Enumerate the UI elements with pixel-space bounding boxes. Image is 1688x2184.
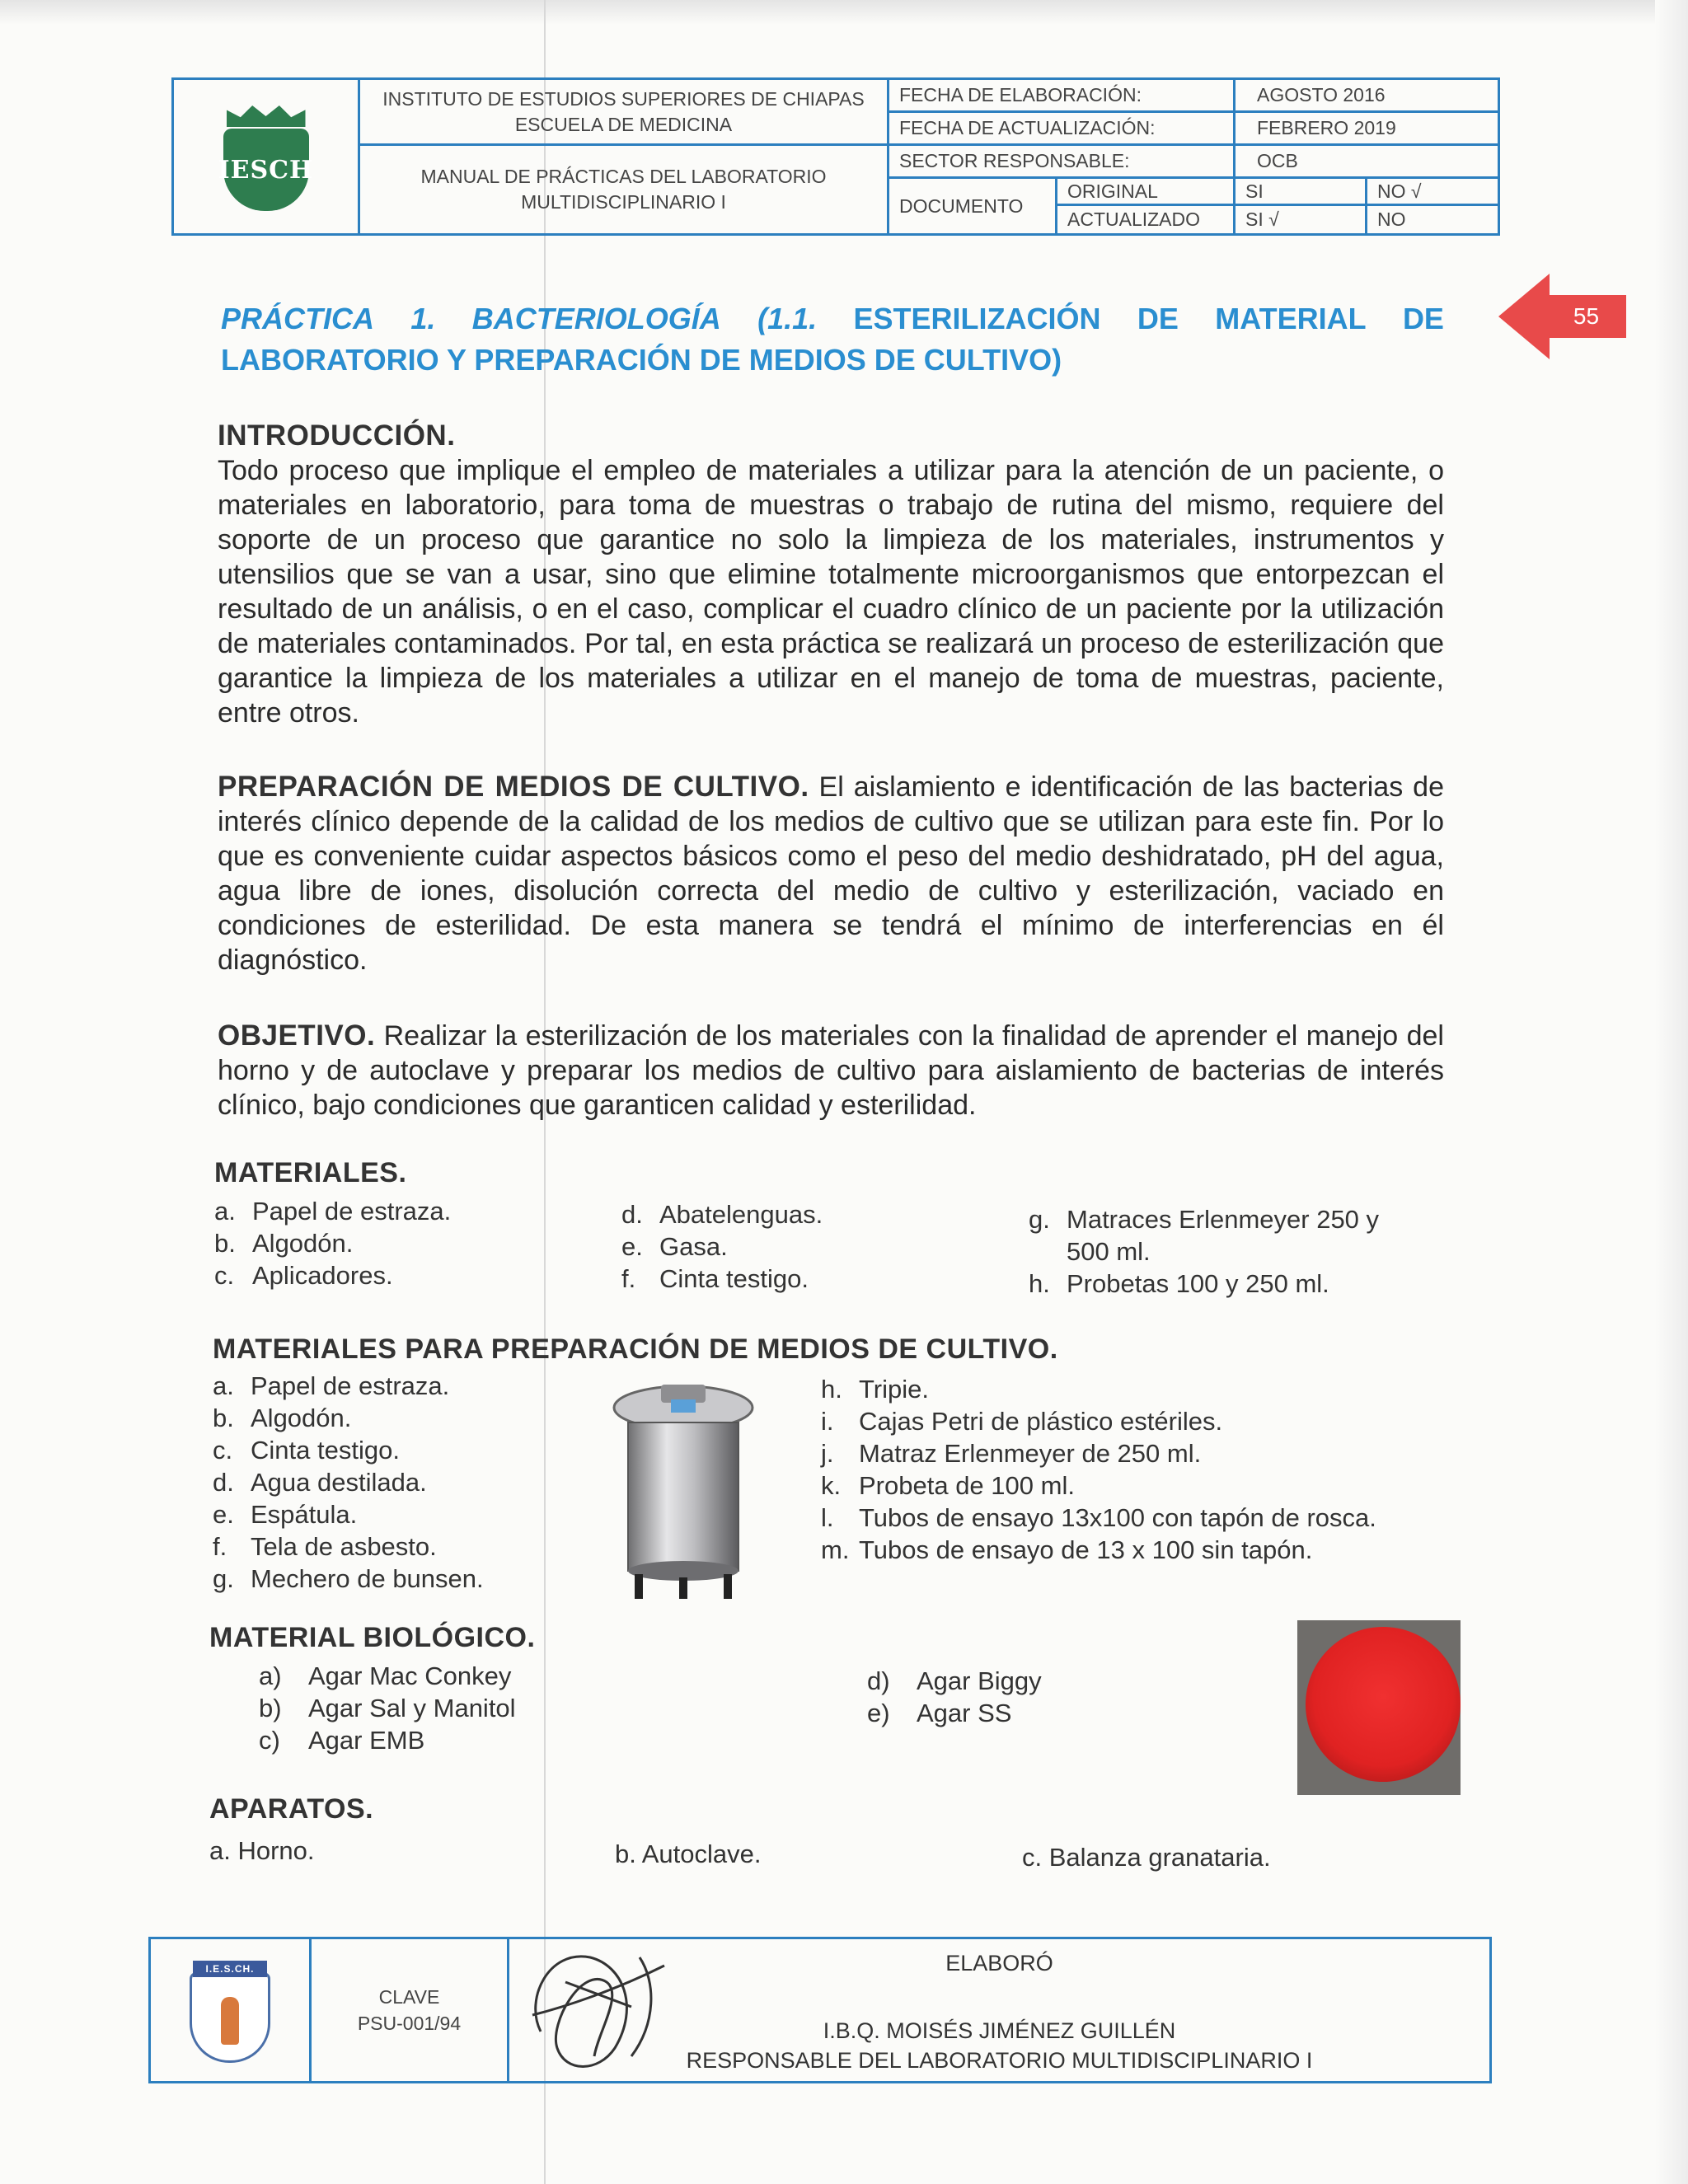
responsable-name: I.B.Q. MOISÉS JIMÉNEZ GUILLÉN — [823, 2018, 1176, 2043]
list-item-text: Gasa. — [659, 1232, 728, 1261]
list-marker: d. — [621, 1200, 643, 1229]
aparato-autoclave: b. Autoclave. — [615, 1840, 762, 1868]
original-label: ORIGINAL — [1057, 179, 1236, 206]
list-marker: g. — [1029, 1205, 1050, 1234]
seal-band: I.E.S.CH. — [193, 1961, 267, 1977]
footer-seal-cell — [151, 1939, 312, 2081]
materiales-medios-list-2 — [821, 1373, 1376, 1566]
manual-cell — [360, 146, 889, 233]
list-item-text: Cajas Petri de plástico estériles. — [859, 1407, 1223, 1436]
list-item-text: Agar EMB — [308, 1726, 425, 1755]
iesch-logo — [209, 99, 324, 214]
title-line2: LABORATORIO Y PREPARACIÓN DE MEDIOS DE CULTIVO) — [221, 343, 1062, 377]
list-marker: b. — [214, 1229, 236, 1258]
sector-value: OCB — [1236, 146, 1498, 179]
list-item-text: Algodón. — [251, 1404, 352, 1432]
practice-title — [221, 298, 1444, 381]
list-item-text: Tripie. — [859, 1375, 929, 1404]
scan-top-shade — [0, 0, 1688, 25]
fecha-elaboracion-label: FECHA DE ELABORACIÓN: — [889, 80, 1236, 113]
manual-title-line2: MULTIDISCIPLINARIO I — [521, 191, 726, 213]
list-item-text: Algodón. — [252, 1229, 354, 1258]
fecha-actualizacion-label: FECHA DE ACTUALIZACIÓN: — [889, 113, 1236, 146]
list-item-text: Tubos de ensayo de 13 x 100 sin tapón. — [859, 1535, 1313, 1564]
list-item-text: Matraces Erlenmeyer 250 y — [1067, 1205, 1380, 1234]
list-marker: d) — [867, 1666, 890, 1695]
title-word: DE — [1402, 302, 1444, 335]
list-item — [867, 1697, 1042, 1729]
list-marker: a. — [214, 1197, 236, 1226]
list-marker: l. — [821, 1503, 834, 1532]
list-item-text: Papel de estraza. — [251, 1371, 450, 1400]
fecha-actualizacion-value: FEBRERO 2019 — [1236, 113, 1498, 146]
list-marker: b) — [259, 1694, 282, 1722]
clave-label: CLAVE — [378, 1986, 440, 2008]
title-word: MATERIAL — [1215, 302, 1367, 335]
list-item-text: Abatelenguas. — [659, 1200, 823, 1229]
list-marker: f. — [621, 1264, 636, 1293]
list-item-text: Espátula. — [251, 1500, 358, 1529]
list-item — [821, 1437, 1376, 1469]
document-footer — [148, 1937, 1492, 2083]
intro-text: Todo proceso que implique el empleo de materiales a utilizar para la atención de un paciente, o materiales en laboratorio, para toma de muestras o trabajo de rutina del mismo, requiere del soporte de un proceso que garantice no solo la limpieza de los materiales, instrumentos y utensilios que se van a usar, sino que elimine totalmente microorganismos que entorpezcan el resultado de un análisis, o en el caso, complicar el cuadro clínico de un paciente por la utilización de materiales contaminados. Por tal, en esta práctica se realizará un proceso de esterilización que garantice la limpieza de los materiales a utilizar en el manejo de toma de muestras, paciente, entre otros. — [218, 455, 1444, 729]
fecha-elaboracion-value: AGOSTO 2016 — [1236, 80, 1498, 113]
materiales-list-1 — [214, 1195, 451, 1291]
materiales-list-3 — [1029, 1203, 1379, 1300]
list-item-text: Agar Biggy — [917, 1666, 1042, 1695]
materiales-medios-heading: MATERIALES PARA PREPARACIÓN DE MEDIOS DE CULTIVO. — [213, 1333, 1058, 1365]
material-biologico-list-1 — [259, 1660, 516, 1756]
list-item-text: Aplicadores. — [252, 1261, 393, 1290]
list-item — [259, 1660, 516, 1692]
list-item — [213, 1530, 484, 1563]
sector-label: SECTOR RESPONSABLE: — [889, 146, 1236, 179]
caduceus-icon — [221, 1997, 239, 2045]
list-item-text: Probetas 100 y 250 ml. — [1067, 1269, 1329, 1298]
list-marker: j. — [821, 1439, 834, 1468]
original-si: SI — [1236, 179, 1367, 206]
list-item — [259, 1724, 516, 1756]
list-item — [213, 1370, 484, 1402]
list-item — [821, 1373, 1376, 1405]
list-item-text: Agar SS — [917, 1699, 1012, 1727]
list-item — [214, 1227, 451, 1259]
clave-value: PSU-001/94 — [357, 2013, 462, 2034]
autoclave-image — [610, 1380, 757, 1602]
title-word: DE — [1137, 302, 1179, 335]
list-item-text: Agua destilada. — [251, 1468, 427, 1497]
list-item-text: Probeta de 100 ml. — [859, 1471, 1075, 1500]
list-item-text: Cinta testigo. — [659, 1264, 809, 1293]
footer-clave-cell — [312, 1939, 509, 2081]
list-item-text: Papel de estraza. — [252, 1197, 452, 1226]
school-name: ESCUELA DE MEDICINA — [514, 113, 733, 135]
list-marker: e) — [867, 1699, 890, 1727]
list-marker: h. — [821, 1375, 842, 1404]
list-item — [621, 1263, 823, 1295]
list-item-text: Agar Mac Conkey — [308, 1661, 512, 1690]
logo-shield: IESCH — [223, 129, 309, 211]
list-item-text: Tela de asbesto. — [251, 1532, 437, 1561]
preparacion-section — [218, 770, 1444, 977]
list-marker: k. — [821, 1471, 842, 1500]
list-item-text: Cinta testigo. — [251, 1436, 400, 1465]
list-marker: m. — [821, 1535, 850, 1564]
scan-right-shade — [1655, 0, 1688, 2184]
intro-heading: INTRODUCCIÓN. — [218, 419, 456, 452]
list-item — [821, 1469, 1376, 1502]
list-marker: e. — [621, 1232, 643, 1261]
agar-plate-image — [1297, 1620, 1461, 1795]
manual-title-line1: MANUAL DE PRÁCTICAS DEL LABORATORIO — [420, 166, 827, 187]
list-marker: i. — [821, 1407, 834, 1436]
aparatos-heading: APARATOS. — [209, 1793, 374, 1825]
list-item-text: Mechero de bunsen. — [251, 1564, 484, 1593]
list-item — [213, 1466, 484, 1498]
page-number-badge — [1498, 274, 1626, 359]
list-item — [213, 1563, 484, 1595]
responsable-role: RESPONSABLE DEL LABORATORIO MULTIDISCIPLINARIO I — [686, 2048, 1313, 2073]
actualizado-si: SI √ — [1236, 206, 1367, 233]
list-item — [213, 1498, 484, 1530]
institute-cell — [360, 80, 889, 146]
list-item — [1029, 1235, 1379, 1268]
crown-icon — [227, 105, 306, 127]
institution-seal — [190, 1957, 270, 2063]
list-item — [621, 1198, 823, 1230]
list-item — [259, 1692, 516, 1724]
preparacion-text: El aislamiento e identificación de las bacterias de interés clínico depende de la calidad de los medios de cultivo que se utilizan para este fin. Por lo que es conveniente cuidar aspectos básicos como el peso del medio deshidratado, pH del agua, agua libre de iones, disolución correcta del medio de cultivo y esterilización, vaciado en condiciones de esterilidad. De esta manera se tendrá el mínimo de interferencias en él diagnóstico. — [218, 771, 1444, 976]
materiales-list-2 — [621, 1198, 823, 1295]
list-item — [1029, 1203, 1379, 1235]
list-marker: f. — [213, 1532, 227, 1561]
list-item — [214, 1259, 451, 1291]
list-marker: g. — [213, 1564, 234, 1593]
list-marker: d. — [213, 1468, 234, 1497]
list-item — [621, 1230, 823, 1263]
list-marker: a) — [259, 1661, 282, 1690]
list-item-text: Agar Sal y Manitol — [308, 1694, 516, 1722]
materiales-heading: MATERIALES. — [214, 1157, 407, 1188]
aparato-balanza: c. Balanza granataria. — [1022, 1843, 1271, 1872]
aparato-horno: a. Horno. — [209, 1836, 315, 1865]
title-word: (1.1. — [757, 302, 818, 335]
list-item — [213, 1402, 484, 1434]
title-word: ESTERILIZACIÓN — [853, 302, 1101, 335]
list-marker: b. — [213, 1404, 234, 1432]
footer-elaboro-cell — [509, 1939, 1489, 2081]
objetivo-heading: OBJETIVO. — [218, 1019, 376, 1052]
documento-label: DOCUMENTO — [889, 179, 1057, 233]
material-biologico-heading: MATERIAL BIOLÓGICO. — [209, 1622, 536, 1653]
title-word: 1. — [410, 302, 436, 335]
list-item — [821, 1405, 1376, 1437]
intro-section — [218, 419, 1444, 730]
list-item-text: Tubos de ensayo 13x100 con tapón de rosca. — [859, 1503, 1376, 1532]
materiales-medios-list-1 — [213, 1370, 484, 1595]
list-item-text: Matraz Erlenmeyer de 250 ml. — [859, 1439, 1202, 1468]
list-marker: h. — [1029, 1269, 1050, 1298]
arrow-left-icon — [1498, 274, 1550, 359]
list-marker: e. — [213, 1500, 234, 1529]
list-item — [821, 1502, 1376, 1534]
list-item — [1029, 1268, 1379, 1300]
list-item — [214, 1195, 451, 1227]
list-marker: c) — [259, 1726, 280, 1755]
actualizado-label: ACTUALIZADO — [1057, 206, 1236, 233]
logo-cell — [174, 80, 360, 233]
page-number: 55 — [1546, 295, 1626, 338]
actualizado-no: NO — [1377, 209, 1406, 230]
list-marker: c. — [214, 1261, 235, 1290]
list-item — [821, 1534, 1376, 1566]
list-marker — [1029, 1235, 1067, 1268]
material-biologico-list-2 — [867, 1665, 1042, 1729]
preparacion-heading: PREPARACIÓN DE MEDIOS DE CULTIVO. — [218, 771, 809, 803]
institute-name: INSTITUTO DE ESTUDIOS SUPERIORES DE CHIAPAS — [382, 87, 865, 110]
objetivo-section — [218, 1019, 1444, 1122]
list-item — [213, 1434, 484, 1466]
elaboro-label: ELABORÓ — [945, 1951, 1053, 1975]
original-no: NO √ — [1367, 179, 1498, 206]
list-marker: a. — [213, 1371, 234, 1400]
petri-dish — [1306, 1627, 1461, 1782]
title-word: BACTERIOLOGÍA — [471, 302, 721, 335]
list-item — [867, 1665, 1042, 1697]
objetivo-text: Realizar la esterilización de los materiales con la finalidad de aprender el manejo del horno y de autoclave y preparar los medios de cultivo para aislamiento de bacterias de interés clínico, bajo condiciones que garanticen calidad y esterilidad. — [218, 1020, 1444, 1121]
list-item-text: 500 ml. — [1067, 1237, 1151, 1266]
list-marker: c. — [213, 1436, 233, 1465]
document-header — [171, 77, 1500, 236]
title-word: PRÁCTICA — [221, 302, 374, 335]
